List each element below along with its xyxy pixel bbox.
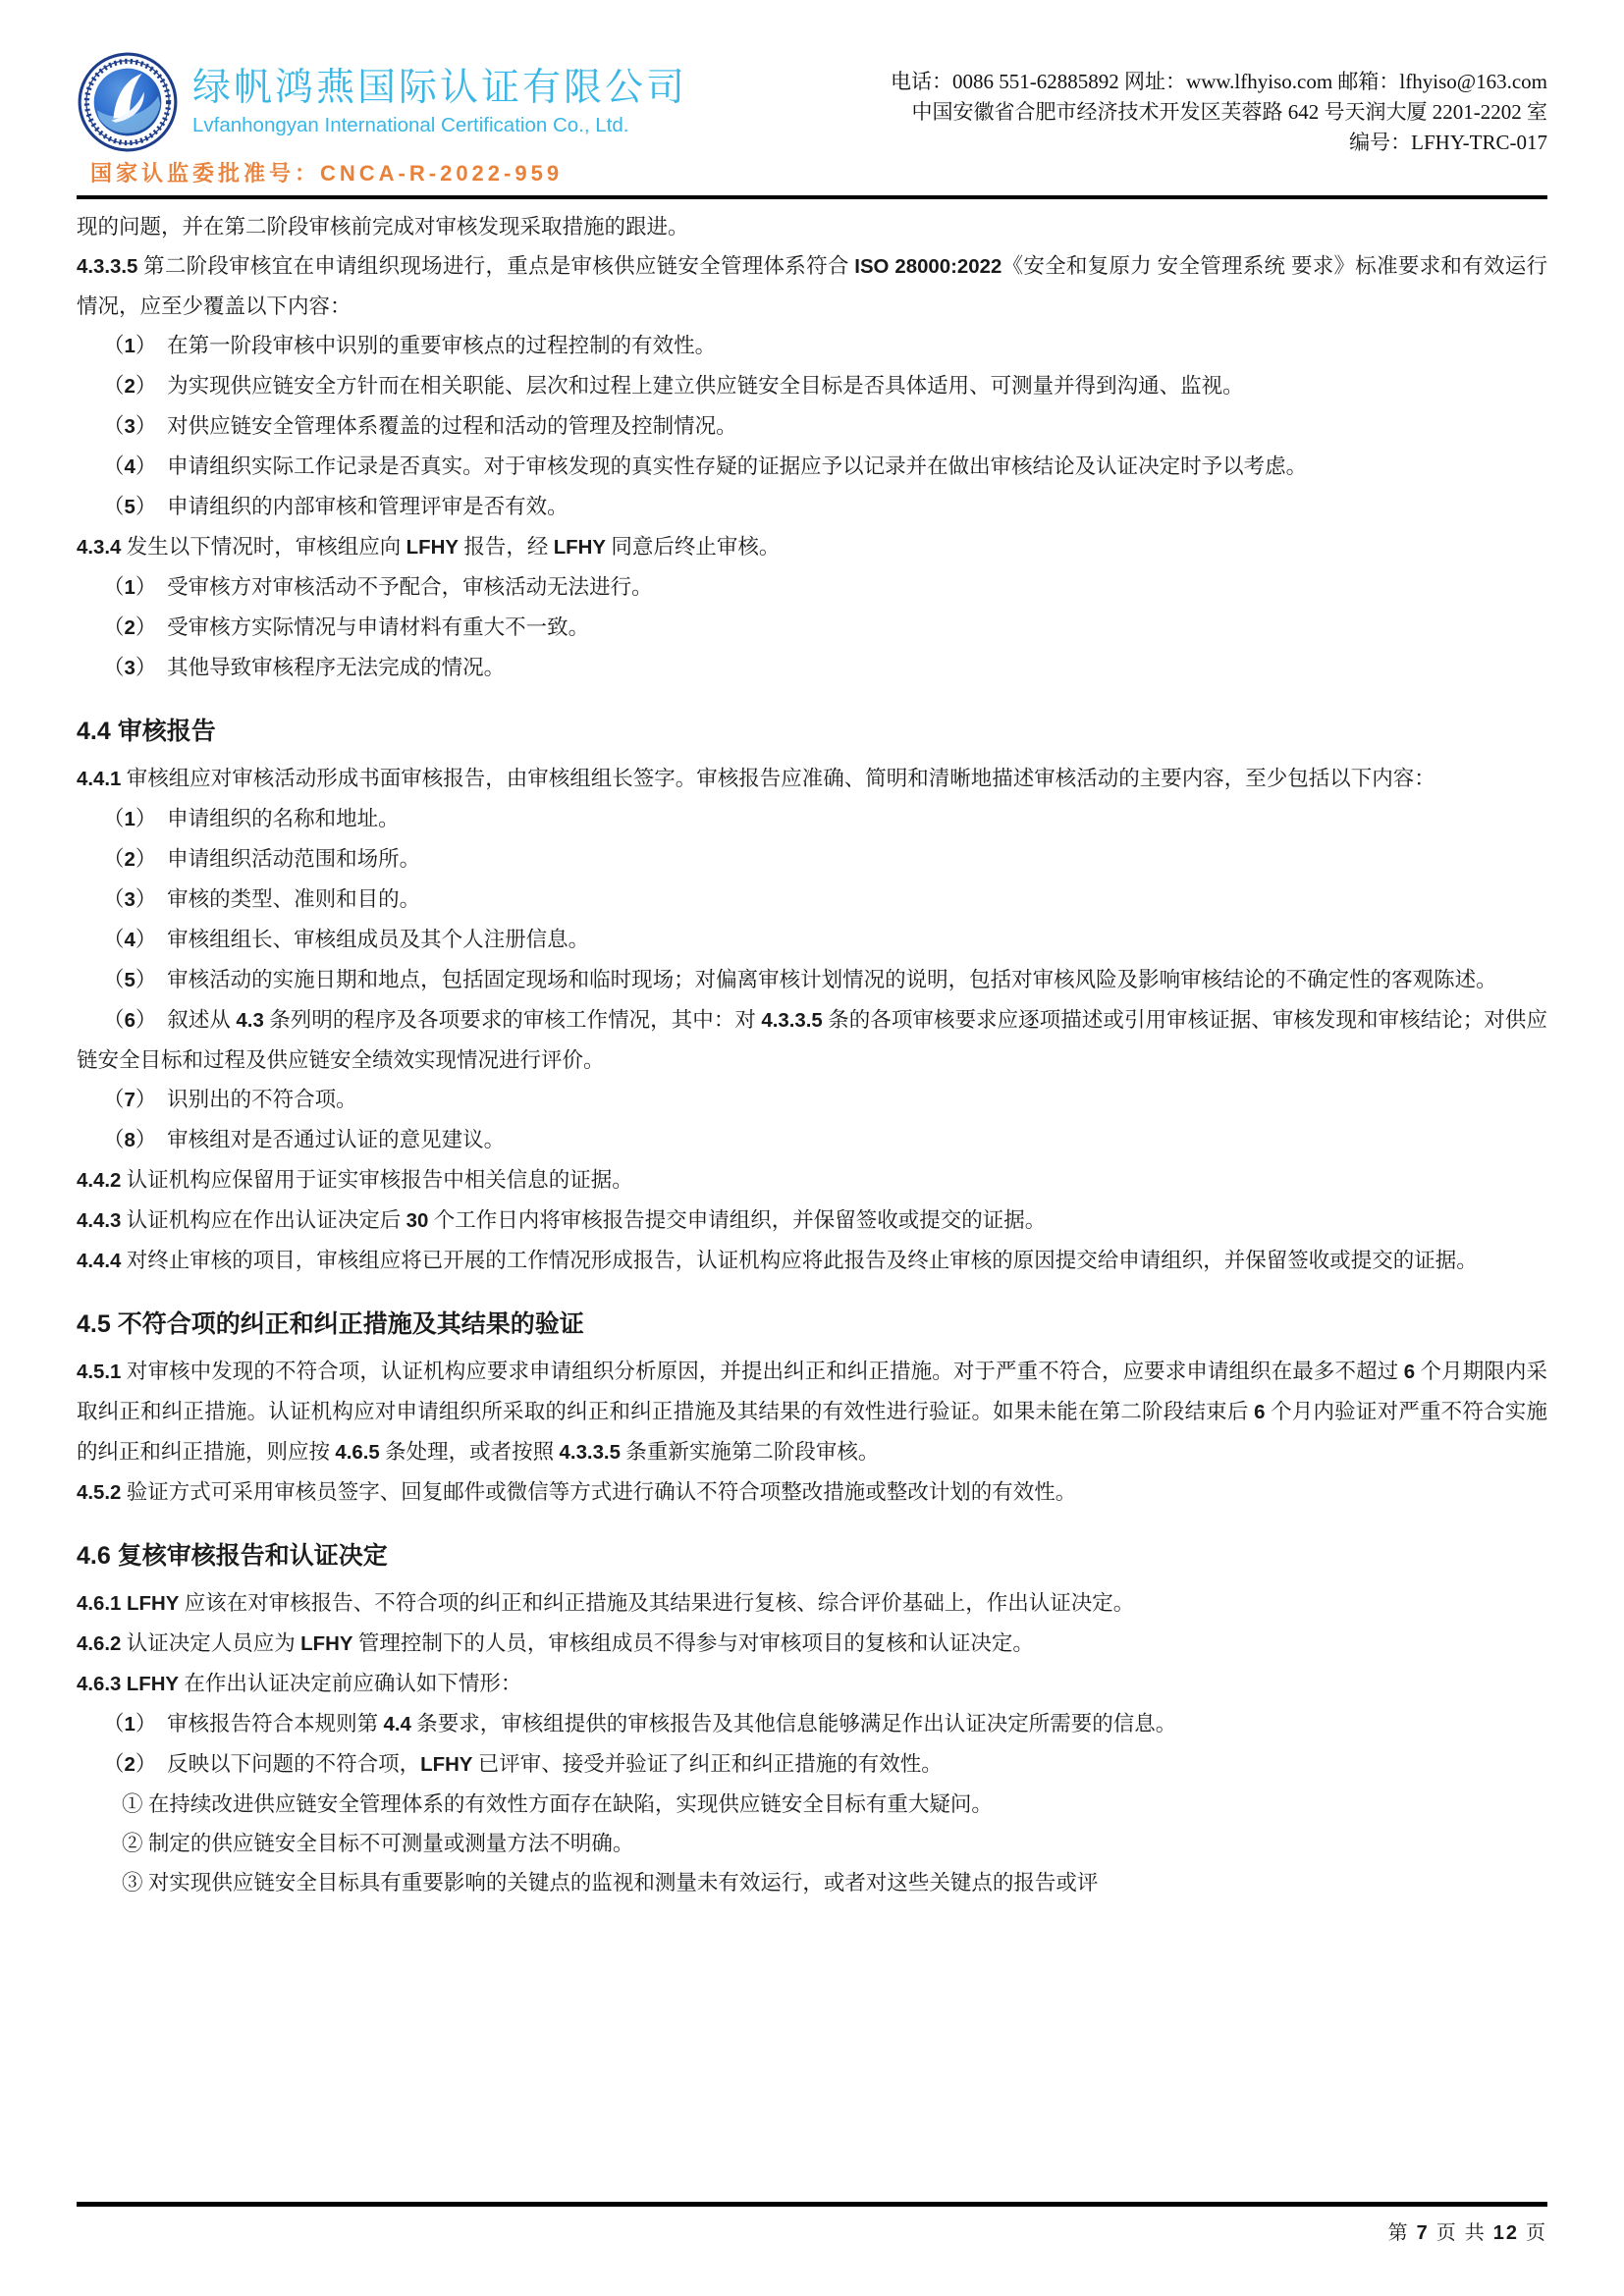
paragraph: （2） 反映以下问题的不符合项，LFHY 已评审、接受并验证了纠正和纠正措施的有效性。 <box>103 1752 943 1776</box>
paragraph: （3） 审核的类型、准则和目的。 <box>103 887 421 911</box>
paragraph: （8） 审核组对是否通过认证的意见建议。 <box>103 1128 506 1151</box>
header-divider <box>77 195 1547 199</box>
paragraph: 4.4.2 认证机构应保留用于证实审核报告中相关信息的证据。 <box>77 1168 633 1192</box>
company-name-en: Lvfanhongyan International Certification Co., Ltd. <box>192 113 629 136</box>
paragraph: （1） 受审核方对审核活动不予配合，审核活动无法进行。 <box>103 575 653 599</box>
doc-number: 编号：LFHY-TRC-017 <box>1349 131 1547 154</box>
paragraph: ① 在持续改进供应链安全管理体系的有效性方面存在缺陷，实现供应链安全目标有重大疑问。 <box>122 1792 993 1816</box>
footer-divider <box>77 2202 1547 2207</box>
paragraph: 4.6.1 LFHY 应该在对审核报告、不符合项的纠正和纠正措施及其结果进行复核、综合评价基础上，作出认证决定。 <box>77 1591 1135 1615</box>
paragraph: ② 制定的供应链安全目标不可测量或测量方法不明确。 <box>122 1832 634 1855</box>
paragraph: 4.4.3 认证机构应在作出认证决定后 30 个工作日内将审核报告提交申请组织，并保留签收或提交的证据。 <box>77 1208 1047 1232</box>
paragraph: （3） 对供应链安全管理体系覆盖的过程和活动的管理及控制情况。 <box>103 414 737 438</box>
paragraph: （7） 识别出的不符合项。 <box>103 1088 357 1111</box>
company-logo-icon <box>77 51 179 153</box>
contact-block <box>891 67 1547 158</box>
brand-block <box>77 51 687 187</box>
page-footer <box>77 2202 1547 2245</box>
paragraph: 4.6.3 LFHY 在作出认证决定前应确认如下情形： <box>77 1672 522 1695</box>
paragraph: 4.4.1 审核组应对审核活动形成书面审核报告，由审核组组长签字。审核报告应准确、简明和清晰地描述审核活动的主要内容，至少包括以下内容： <box>77 767 1435 790</box>
paragraph: （6） 叙述从 4.3 条列明的程序及各项要求的审核工作情况，其中：对 4.3.3.5 条的各项审核要求应逐项描述或引用审核证据、审核发现和审核结论；对供应链安全目标和过程及供应链安全绩效实现情况进行评价。 <box>77 1008 1547 1072</box>
paragraph: （2） 申请组织活动范围和场所。 <box>103 847 421 871</box>
paragraph: （4） 申请组织实际工作记录是否真实。对于审核发现的真实性存疑的证据应予以记录并在做出审核结论及认证决定时予以考虑。 <box>103 454 1308 478</box>
approval-number: 国家认监委批准号：CNCA-R-2022-959 <box>90 161 564 186</box>
paragraph: 4.5.1 对审核中发现的不符合项，认证机构应要求申请组织分析原因，并提出纠正和纠正措施。对于严重不符合，应要求申请组织在最多不超过 6 个月期限内采取纠正和纠正措施。认证机构应对申请组织所采取的纠正和纠正措施及其结果的有效性进行验证。如果未能在第二阶段结束后 6 个月内验证对严重不符合实施的纠正和纠正措施，则应按 4.6.5 条处理，或者按照 4.3.3.5 条重新实施第二阶段审核。 <box>77 1360 1547 1464</box>
section-heading: 4.5 不符合项的纠正和纠正措施及其结果的验证 <box>77 1310 584 1338</box>
paragraph: （2） 受审核方实际情况与申请材料有重大不一致。 <box>103 615 590 639</box>
paragraph: （1） 申请组织的名称和地址。 <box>103 807 400 830</box>
paragraph: 4.6.2 认证决定人员应为 LFHY 管理控制下的人员，审核组成员不得参与对审核项目的复核和认证决定。 <box>77 1631 1034 1655</box>
document-body <box>77 207 1547 1902</box>
paragraph: 4.3.3.5 第二阶段审核宜在申请组织现场进行，重点是审核供应链安全管理体系符合 ISO 28000:2022《安全和复原力 安全管理系统 要求》标准要求和有效运行情况，应至少覆盖以下内容： <box>77 254 1547 318</box>
paragraph: 4.4.4 对终止审核的项目，审核组应将已开展的工作情况形成报告，认证机构应将此报告及终止审核的原因提交给申请组织，并保留签收或提交的证据。 <box>77 1249 1478 1272</box>
paragraph: 4.5.2 验证方式可采用审核员签字、回复邮件或微信等方式进行确认不符合项整改措施或整改计划的有效性。 <box>77 1480 1077 1504</box>
section-heading: 4.4 审核报告 <box>77 718 216 745</box>
section-heading: 4.6 复核审核报告和认证决定 <box>77 1542 388 1570</box>
paragraph: 现的问题，并在第二阶段审核前完成对审核发现采取措施的跟进。 <box>77 215 689 239</box>
paragraph: （1） 审核报告符合本规则第 4.4 条要求，审核组提供的审核报告及其他信息能够满足作出认证决定所需要的信息。 <box>103 1712 1177 1735</box>
company-name-zh: 绿帆鸿燕国际认证有限公司 <box>192 66 688 109</box>
letterhead <box>77 51 1547 187</box>
paragraph: （5） 申请组织的内部审核和管理评审是否有效。 <box>103 495 568 518</box>
contact-address: 中国安徽省合肥市经济技术开发区芙蓉路 642 号天润大厦 2201-2202 室 <box>911 100 1547 124</box>
paragraph: （2） 为实现供应链安全方针而在相关职能、层次和过程上建立供应链安全目标是否具体适用、可测量并得到沟通、监视。 <box>103 374 1244 398</box>
paragraph: （5） 审核活动的实施日期和地点，包括固定现场和临时现场；对偏离审核计划情况的说明，包括对审核风险及影响审核结论的不确定性的客观陈述。 <box>103 968 1497 991</box>
paragraph: （3） 其他导致审核程序无法完成的情况。 <box>103 656 506 679</box>
paragraph: 4.3.4 发生以下情况时，审核组应向 LFHY 报告，经 LFHY 同意后终止审核。 <box>77 535 781 559</box>
paragraph: （4） 审核组组长、审核组成员及其个人注册信息。 <box>103 928 590 951</box>
paragraph: （1） 在第一阶段审核中识别的重要审核点的过程控制的有效性。 <box>103 334 717 357</box>
paragraph: ③ 对实现供应链安全目标具有重要影响的关键点的监视和测量未有效运行，或者对这些关键点的报告或评 <box>122 1871 1099 1895</box>
contact-phone-web-email: 电话：0086 551-62885892 网址：www.lfhyiso.com 邮箱：lfhyiso@163.com <box>891 70 1547 93</box>
page-number: 第 7 页 共 12 页 <box>1387 2222 1547 2244</box>
